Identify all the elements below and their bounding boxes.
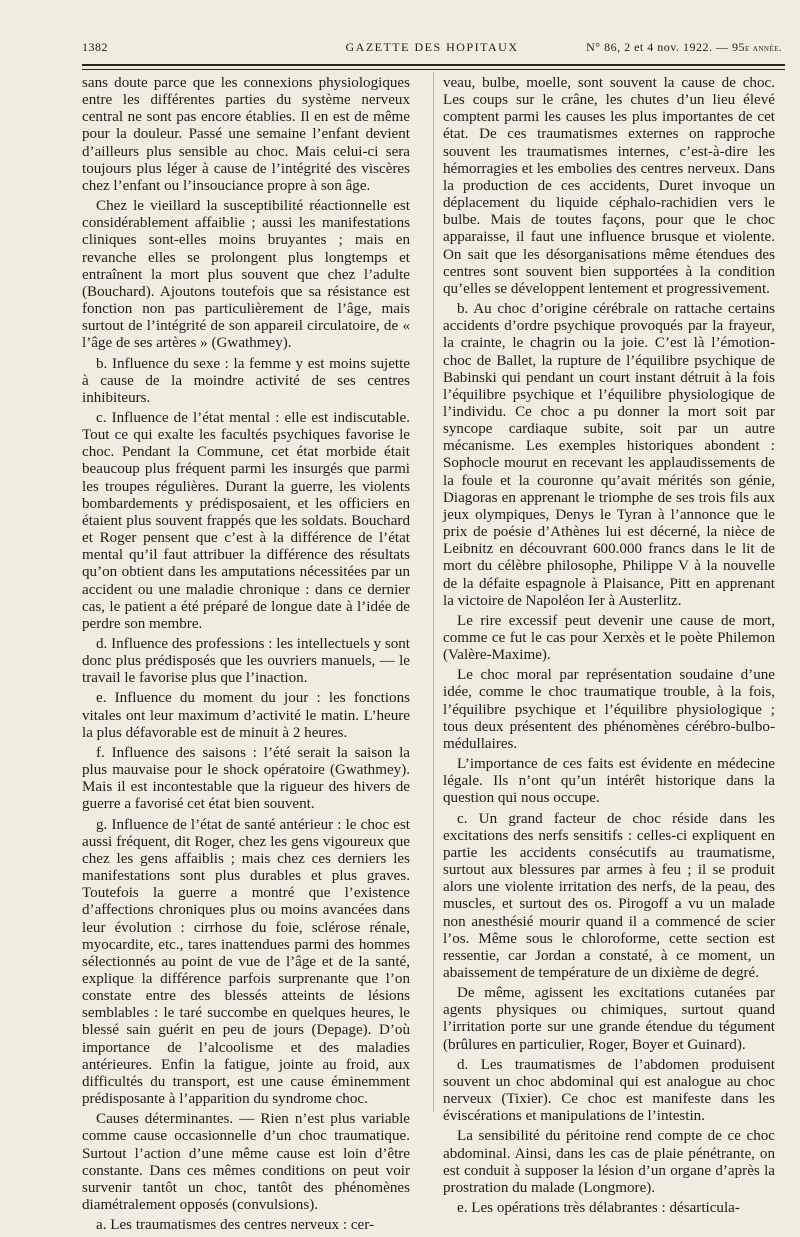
paragraph: a. Les traumatismes des centres nerveux : cer-: [96, 1217, 374, 1234]
issue-line: [586, 40, 782, 55]
paragraph: La sensibilité du péritoine rend compte de ce choc abdominal. Ainsi, dans les cas de plaie pénétrante, on est conduit à supposer la lésion d’un organe d’après la prostration du malade (Longmore).: [443, 1128, 775, 1196]
paragraph: veau, bulbe, moelle, sont souvent la cause de choc. Les coups sur le crâne, les chutes d’un lieu élevé comptent parmi les causes les plus importantes de cet état. De ces traumatismes externes on rapproche souvent les traumatismes internes, c’est-à-dire les hémorragies et les embolies des centres nerveux. Dans la production de ces accidents, Duret invoque un déplacement du liquide céphalo-rachidien vers le bulbe. Mais de toutes façons, pour que le choc apparaisse, il faut une influence brusque et violente. On sait que les désorganisations même étendues des centres sont souvent bien supportées à la condition qu’elles se développent lentement et progressivement.: [443, 75, 775, 297]
left-column: [82, 75, 410, 1237]
paragraph: d. Influence des professions : les intellectuels y sont donc plus prédisposés que les ouvriers manuels, — le travail le favorise plus que l’inaction.: [82, 636, 410, 687]
page-number: 1382: [82, 40, 108, 54]
paragraph: b. Influence du sexe : la femme y est moins sujette à cause de la moindre activité de ses centres inhibiteurs.: [82, 355, 410, 406]
paragraph: c. Un grand facteur de choc réside dans les excitations des nerfs sensitifs : celles-ci expliquent en partie les accidents consécutifs au traumatisme, surtout aux blessures par armes à feu ; il se produit alors une violente irritation des nerfs, de la peau, des muscles, et surtout des os. Pirogoff a vu un malade non anesthésié mourir quand il a commencé de scier l’os. Même sous le chloroforme, cette section est ressentie, car Jordan a constaté, à ce moment, un abaissement de température de un dixième de degré.: [443, 810, 775, 981]
paragraph: Chez le vieillard la susceptibilité réactionnelle est considérablement affaiblie ; aussi les manifestations cliniques sont-elles moins bruyantes ; mais en revanche elles se prolongent plus longtemps et entraînent la mort plus souvent que chez l’adulte (Bouchard). Ajoutons toutefois que sa résistance est fonction non pas particulièrement de l’âge, mais surtout de l’intégrité de son appareil circulatoire, de « l’âge de ses artères » (Gwathmey).: [82, 198, 410, 352]
paragraph: L’importance de ces faits est évidente en médecine légale. Ils n’ont qu’un intérêt historique dans la question qui nous occupe.: [443, 756, 775, 807]
right-column: [443, 75, 775, 1220]
issue-year-suffix: e année.: [745, 43, 782, 54]
journal-title: GAZETTE DES HOPITAUX: [345, 40, 519, 54]
header-rule: [82, 64, 785, 70]
paragraph: sans doute parce que les connexions physiologiques entre les différentes parties du système nerveux central ne sont pas encore établies. Il en est de même pour la douleur. Passé une semaine l’enfant devient d’ailleurs plus sensible au choc. Mais celui-ci sera toujours plus léger à cause de l’intégrité des viscères chez l’enfant ou l’insouciance propre à son âge.: [82, 75, 410, 194]
paragraph: Causes déterminantes. — Rien n’est plus variable comme cause occasionnelle d’un choc traumatique. Surtout l’action d’une même cause est loin d’être constante. Dans ces mêmes conditions on peut voir survenir tantôt un choc, tantôt des phénomènes diamétralement opposés (convulsions).: [82, 1111, 410, 1213]
paragraph: De même, agissent les excitations cutanées par agents physiques ou chimiques, surtout quand l’irritation porte sur une grande étendue du tégument (brûlures en particulier, Roger, Boyer et Guinard).: [443, 985, 775, 1053]
paragraph: b. Au choc d’origine cérébrale on rattache certains accidents d’ordre psychique provoqués par la frayeur, la crainte, le chagrin ou la joie. C’est là l’émotion-choc de Ballet, la rupture de l’équilibre psychique de Babinski qui pendant un court instant détruit à la fois l’équilibre psychique et l’équilibre physiologique de l’individu. Ce choc a pu donner la mort soit par syncope cardiaque subite, soit par un autre mécanisme. Les exemples historiques abondent : Sophocle mourut en recevant les applaudissements de la foule et la couronne qu’avait mérités son génie, Diagoras en apprenant le triomphe de ses trois fils aux jeux olympiques, Denys le Tyran à l’annonce que le prix de poésie d’Athènes lui est décerné, la nièce de Leibnitz en découvrant 600.000 francs dans le lit de mort du célèbre philosophe, Philippe V à la nouvelle de la défaite espagnole à Plaisance, Pitt en apprenant la victoire de Napoléon Ier à Austerlitz.: [443, 301, 775, 609]
page-header: [82, 40, 782, 62]
paragraph: f. Influence des saisons : l’été serait la saison la plus mauvaise pour le shock opératoire (Gwathmey). Mais il est incontestable que la rigueur des hivers de guerre a favorisé cet état bien souvent.: [82, 744, 410, 813]
paragraph: d. Les traumatismes de l’abdomen produisent souvent un choc abdominal qui est analogue au choc nerveux (Tixier). Ce choc est manifeste dans les éviscérations et manipulations de l’intestin.: [443, 1056, 775, 1125]
paragraph: Le choc moral par représentation soudaine d’une idée, comme le choc traumatique trouble, à la fois, l’équilibre psychique et l’équilibre physiologique ; tous deux présentent des phénomènes cérébro-bulbo-médullaires.: [443, 667, 775, 752]
paragraph: Le rire excessif peut devenir une cause de mort, comme ce fut le cas pour Xerxès et le poète Philemon (Valère-Maxime).: [443, 612, 775, 664]
paragraph: e. Les opérations très délabrantes : désarticula-: [457, 1200, 740, 1216]
issue-date: N° 86, 2 et 4 nov. 1922. — 95: [586, 40, 745, 54]
column-divider: [433, 72, 434, 1112]
paragraph: g. Influence de l’état de santé antérieur : le choc est aussi fréquent, dit Roger, chez les gens vigoureux que chez les gens affaiblis ; mais chez ces derniers les manifestations sont plus durables et plus graves. Toutefois la guerre a montré que l’existence d’affections chroniques plus ou moins avancées dans leur évolution : cirrhose du foie, sclérose rénale, myocardite, etc., tares inattendues parmi des hommes sélectionnés au point de vue de l’âge et de la santé, explique la différence parfois surprenante que l’on constate entre des blessés atteints de lésions semblables : le taré succombe en quelques heures, le blessé sain guérit en peu de jours (Depage). D’où importance de l’alcoolisme et des maladies antérieures. Enfin la fatigue, jointe au froid, aux difficultés du transport, est une cause éminemment prédisposante à l’apparition du syndrome choc.: [82, 816, 410, 1108]
paragraph: e. Influence du moment du jour : les fonctions vitales ont leur maximum d’activité le matin. L’heure la plus défavorable est de minuit à 2 heures.: [82, 690, 410, 741]
paragraph: c. Influence de l’état mental : elle est indiscutable. Tout ce qui exalte les facultés psychiques favorise le choc. Pendant la Commune, cet état morbide était beaucoup plus fréquent parmi les insurgés que parmi les troupes régulières. Durant la guerre, les violents bombardements y prédisposaient, et les officiers en étaient plus souvent frappés que les soldats. Bouchard et Roger pensent que c’est à la différence de l’état mental qu’il faut attribuer la différence des résultats qu’on obtient dans les amputations nécessitées par un accident ou une maladie chronique : dans ce dernier cas, le patient a été préparé de longue date à l’idée de perdre son membre.: [82, 409, 410, 632]
